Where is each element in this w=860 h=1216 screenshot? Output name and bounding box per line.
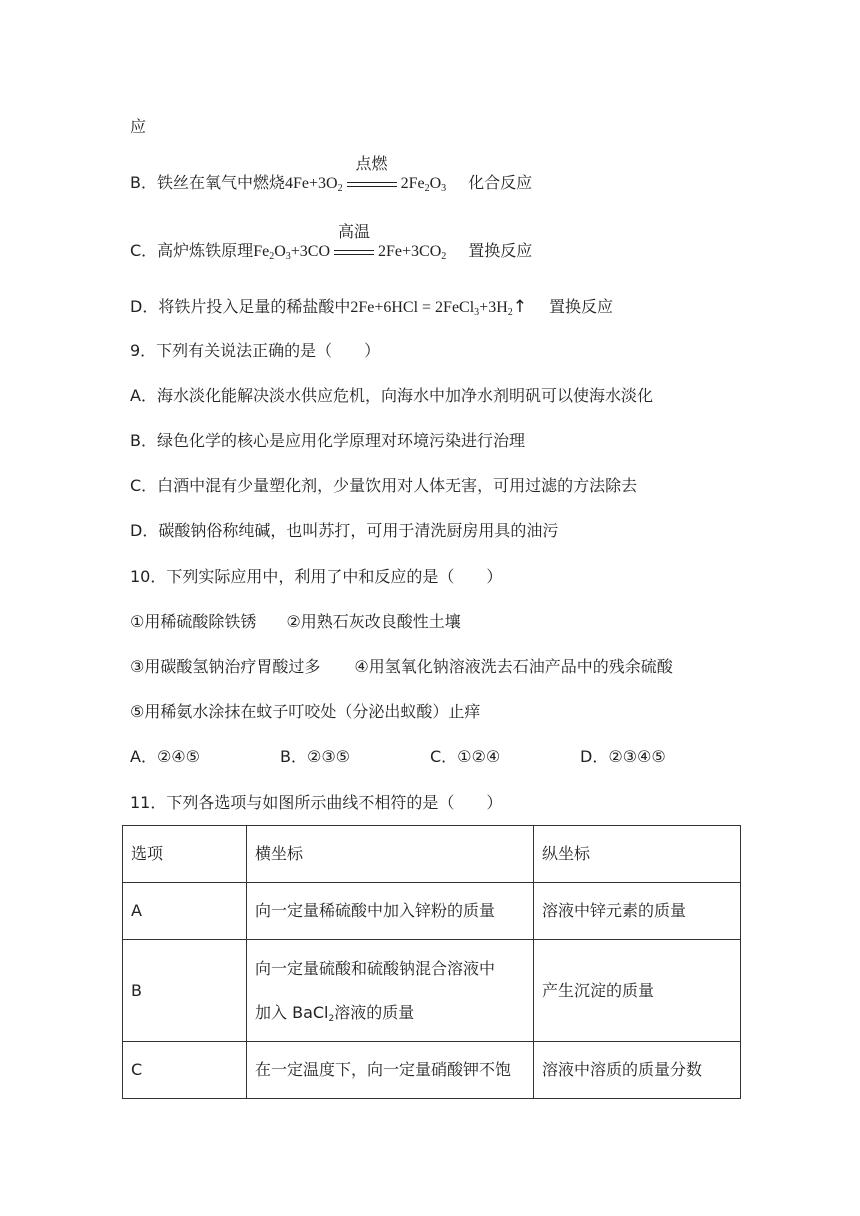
header-option: 选项 [123,826,247,883]
q8-c-reaction-type: 置换反应 [468,241,533,260]
table-header-row [123,826,741,883]
row-c-y: 溶液中溶质的质量分数 [534,1042,741,1099]
q10-items-row2 [130,656,673,678]
reaction-condition: 高温 [331,241,377,263]
q10-option-c: C．①②④ [430,747,501,766]
q8-b-prefix: B．铁丝在氧气中燃烧 [130,173,285,192]
q10-option-d: D．②③④⑤ [580,747,666,766]
q8-tail-text: 应 [130,117,147,136]
q9-option-d: D．碳酸钠俗称纯碱，也叫苏打，可用于清洗厨房用具的油污 [130,521,559,540]
q8-b-reaction-type: 化合反应 [468,173,533,192]
q8-d-prefix: D．将铁片投入足量的稀盐酸中 [130,297,351,316]
q10-item-3: ③用碳酸氢钠治疗胃酸过多 [130,657,321,676]
q10-item-1: ①用稀硫酸除铁锈 [130,612,257,631]
row-b-x: 向一定量硫酸和硫酸钠混合溶液中 加入 BaCl$_2$溶液的质量 [247,940,534,1042]
q8-b-equation: $4Fe+3O_2$ 点燃 $2Fe_2O_3$ [284,156,447,194]
q8-option-b [130,156,533,195]
q10-item-5: ⑤用稀氨水涂抹在蚊子叮咬处（分泌出蚁酸）止痒 [130,702,481,721]
q10-stem: 10．下列实际应用中，利用了中和反应的是（ ） [130,567,503,586]
q11-table [122,825,741,1099]
header-y-axis: 纵坐标 [534,826,741,883]
q11-stem: 11．下列各选项与如图所示曲线不相符的是（ ） [130,793,503,812]
header-x-axis: 横坐标 [247,826,534,883]
table-row [123,940,741,1042]
q8-c-equation: $Fe_2O_3+3CO$ 高温 $2Fe+3CO_2$ [253,224,447,262]
row-b-option: B [123,940,247,1042]
q10-item-4: ④用氢氧化钠溶液洗去石油产品中的残余硫酸 [354,657,673,676]
row-c-option: C [123,1042,247,1099]
row-a-x: 向一定量稀硫酸中加入锌粉的质量 [247,883,534,940]
q8-option-c [130,224,533,263]
q8-d-reaction-type: 置换反应 [549,297,614,316]
q9-option-c: C．白酒中混有少量塑化剂，少量饮用对人体无害，可用过滤的方法除去 [130,476,638,495]
q8-option-d [130,296,613,319]
q10-item-2: ②用熟石灰改良酸性土壤 [286,612,461,631]
gas-arrow: ↑ [512,297,527,317]
row-a-option: A [123,883,247,940]
q10-items-row1 [130,611,461,633]
table-row [123,883,741,940]
q9-option-a: A．海水淡化能解决淡水供应危机，向海水中加净水剂明矾可以使海水淡化 [130,386,653,405]
row-c-x: 在一定温度下，向一定量硝酸钾不饱 [247,1042,534,1099]
reaction-condition: 点燃 [344,173,400,195]
q8-c-prefix: C．高炉炼铁原理 [130,241,254,260]
row-a-y: 溶液中锌元素的质量 [534,883,741,940]
q9-stem: 9．下列有关说法正确的是（ ） [130,341,381,360]
table-row [123,1042,741,1099]
row-b-y: 产生沉淀的质量 [534,940,741,1042]
q8-d-equation: $2Fe+6HCl = 2FeCl_3+3H_2$ [350,299,513,318]
q10-option-a: A．②④⑤ [130,747,200,766]
q9-option-b: B．绿色化学的核心是应用化学原理对环境污染进行治理 [130,431,525,450]
q10-options [130,746,730,768]
q10-option-b: B．②③⑤ [280,747,351,766]
